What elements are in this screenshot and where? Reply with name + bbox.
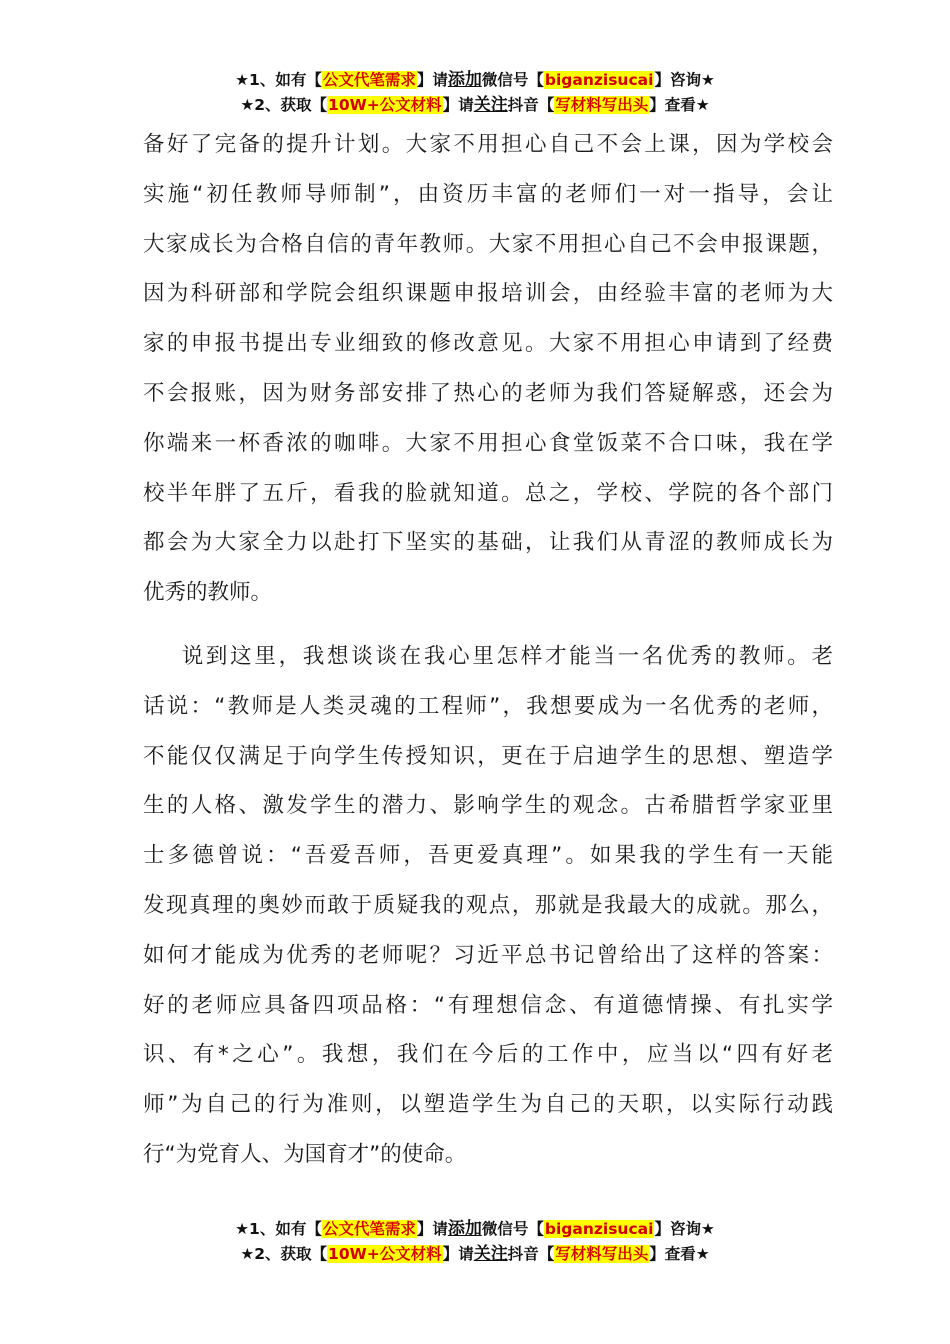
- text-line: 说到这里，我想谈谈在我心里怎样才能当一名优秀的教师。老: [181, 643, 833, 669]
- text-line: 优秀的教师。: [143, 580, 273, 606]
- text-line: 好的老师应具备四项品格：“有理想信念、有道德情操、有扎实学: [143, 992, 833, 1018]
- banner-highlight: 公文代笔需求: [322, 1220, 416, 1238]
- document-body: [143, 120, 833, 1180]
- banner-keyword: 添加: [447, 70, 482, 90]
- footer-banner: [0, 1217, 950, 1267]
- banner-wechat-id: biganzisucai: [544, 1220, 654, 1238]
- banner-line-1: [0, 68, 950, 93]
- banner-text: ★2、获取【: [240, 1245, 328, 1263]
- text-line: 校半年胖了五斤，看我的脸就知道。总之，学校、学院的各个部门: [143, 480, 833, 506]
- banner-text: 微信号【: [481, 71, 544, 89]
- text-line: 行“为党育人、为国育才”的使命。: [143, 1141, 467, 1167]
- banner-douyin-id: 写材料写出头: [555, 1245, 649, 1263]
- banner-text: 抖音【: [507, 96, 555, 114]
- banner-keyword: 关注: [473, 95, 508, 115]
- banner-line-1: [0, 1217, 950, 1242]
- banner-text: 】咨询★: [654, 1220, 715, 1238]
- banner-text: 】查看★: [649, 1245, 710, 1263]
- text-line: 都会为大家全力以赴打下坚实的基础，让我们从青涩的教师成长为: [143, 530, 833, 556]
- banner-highlight: 10W+公文材料: [328, 96, 442, 114]
- banner-line-2: [0, 1242, 950, 1267]
- text-line: 不会报账，因为财务部安排了热心的老师为我们答疑解惑，还会为: [143, 380, 833, 406]
- text-line: 师”为自己的行为准则，以塑造学生为自己的天职，以实际行动践: [143, 1092, 833, 1118]
- text-line: 生的人格、激发学生的潜力、影响学生的观念。古希腊哲学家亚里: [143, 793, 833, 819]
- text-line: 发现真理的奥妙而敢于质疑我的观点，那就是我最大的成就。那么，: [143, 892, 833, 918]
- banner-highlight: 10W+公文材料: [328, 1245, 442, 1263]
- text-line: 话说：“教师是人类灵魂的工程师”，我想要成为一名优秀的老师，: [143, 693, 833, 719]
- text-line: 你端来一杯香浓的咖啡。大家不用担心食堂饭菜不合口味，我在学: [143, 430, 833, 456]
- text-line: 因为科研部和学院会组织课题申报培训会，由经验丰富的老师为大: [143, 281, 833, 307]
- header-banner: [0, 68, 950, 118]
- banner-douyin-id: 写材料写出头: [555, 96, 649, 114]
- banner-text: 】请: [416, 1220, 448, 1238]
- banner-keyword: 添加: [447, 1219, 482, 1239]
- banner-line-2: [0, 93, 950, 118]
- banner-highlight: 公文代笔需求: [322, 71, 416, 89]
- banner-text: 】请: [442, 1245, 474, 1263]
- text-line: 大家成长为合格自信的青年教师。大家不用担心自己不会申报课题，: [143, 231, 833, 257]
- banner-text: ★2、获取【: [240, 96, 328, 114]
- paragraph-2: [143, 632, 833, 1180]
- text-line: 识、有*之心”。我想，我们在今后的工作中，应当以“四有好老: [143, 1042, 833, 1068]
- banner-keyword: 关注: [473, 1244, 508, 1264]
- banner-wechat-id: biganzisucai: [544, 71, 654, 89]
- banner-text: 】请: [442, 96, 474, 114]
- banner-text: 抖音【: [507, 1245, 555, 1263]
- paragraph-1: [143, 120, 833, 618]
- banner-text: 】查看★: [649, 96, 710, 114]
- text-line: 实施“初任教师导师制”，由资历丰富的老师们一对一指导，会让: [143, 181, 833, 207]
- text-line: 如何才能成为优秀的老师呢？习近平总书记曾给出了这样的答案：: [143, 942, 833, 968]
- text-line: 不能仅仅满足于向学生传授知识，更在于启迪学生的思想、塑造学: [143, 743, 833, 769]
- text-line: 家的申报书提出专业细致的修改意见。大家不用担心申请到了经费: [143, 331, 833, 357]
- banner-text: 】请: [416, 71, 448, 89]
- banner-text: ★1、如有【: [235, 71, 322, 89]
- text-line: 士多德曾说：“吾爱吾师，吾更爱真理”。如果我的学生有一天能: [143, 843, 833, 869]
- banner-text: ★1、如有【: [235, 1220, 322, 1238]
- banner-text: 】咨询★: [654, 71, 715, 89]
- text-line: 备好了完备的提升计划。大家不用担心自己不会上课，因为学校会: [143, 132, 833, 157]
- banner-text: 微信号【: [481, 1220, 544, 1238]
